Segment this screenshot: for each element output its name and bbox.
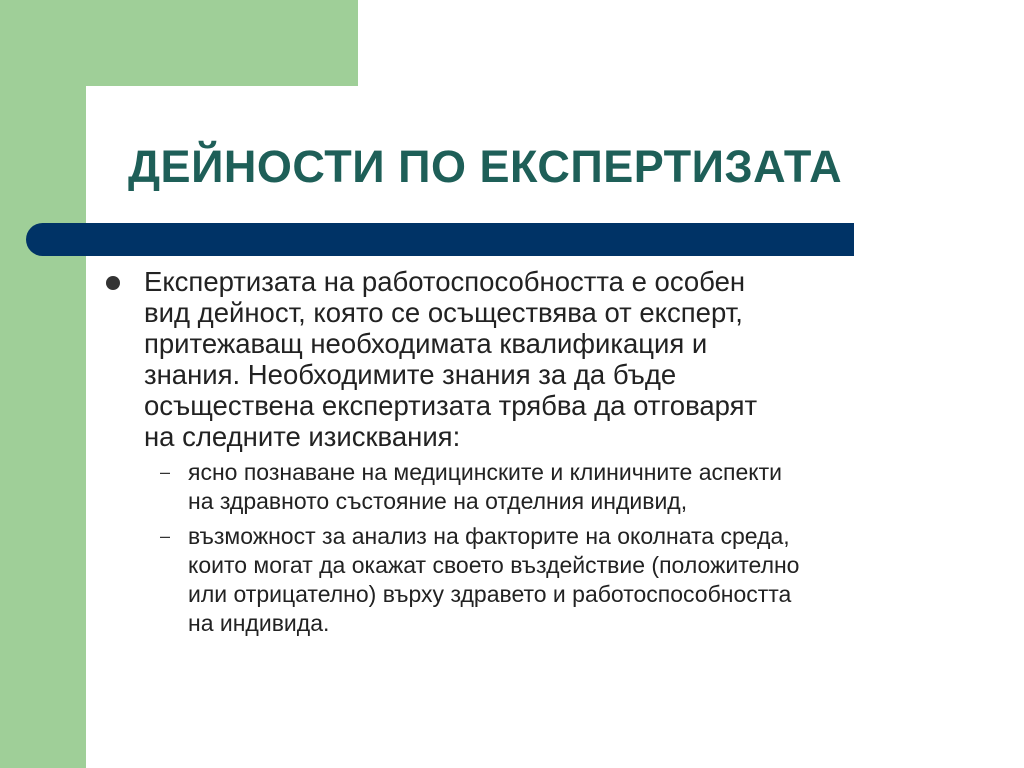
bullet-text xyxy=(144,266,986,452)
bullet-item xyxy=(106,266,986,452)
round-bullet-icon xyxy=(106,276,120,290)
sub-bullet-line: които могат да окажат своето въздействие (положително xyxy=(188,552,800,578)
sub-bullet-item xyxy=(160,522,986,638)
sub-bullet-item xyxy=(160,458,986,516)
dash-marker-icon: – xyxy=(160,526,171,546)
bullet-line: Експертизата на работоспособността е особен xyxy=(144,266,746,297)
sub-bullet-line: ясно познаване на медицинските и клиничните аспекти xyxy=(188,459,782,485)
bullet-line: притежаващ необходимата квалификация и xyxy=(144,328,708,359)
slide-body xyxy=(106,266,986,644)
sub-bullet-line: или отрицателно) върху здравето и работоспособността xyxy=(188,581,792,607)
title-underline-bar xyxy=(26,223,854,256)
sub-bullet-line: на индивида. xyxy=(188,610,330,636)
sub-bullet-list xyxy=(106,458,986,638)
bullet-line: на следните изисквания: xyxy=(144,421,461,452)
bullet-line: знания. Необходимите знания за да бъде xyxy=(144,359,677,390)
sub-bullet-text xyxy=(188,458,986,516)
bullet-line: вид дейност, която се осъществява от експерт, xyxy=(144,297,743,328)
slide-title: ДЕЙНОСТИ ПО ЕКСПЕРТИЗАТА xyxy=(128,141,843,192)
sub-bullet-text xyxy=(188,522,986,638)
sub-bullet-line: възможност за анализ на факторите на околната среда, xyxy=(188,523,790,549)
sub-bullet-line: на здравното състояние на отделния индивид, xyxy=(188,488,688,514)
bullet-line: осъществена експертизата трябва да отговарят xyxy=(144,390,758,421)
green-accent-left xyxy=(0,0,86,768)
dash-marker-icon: – xyxy=(160,462,171,482)
